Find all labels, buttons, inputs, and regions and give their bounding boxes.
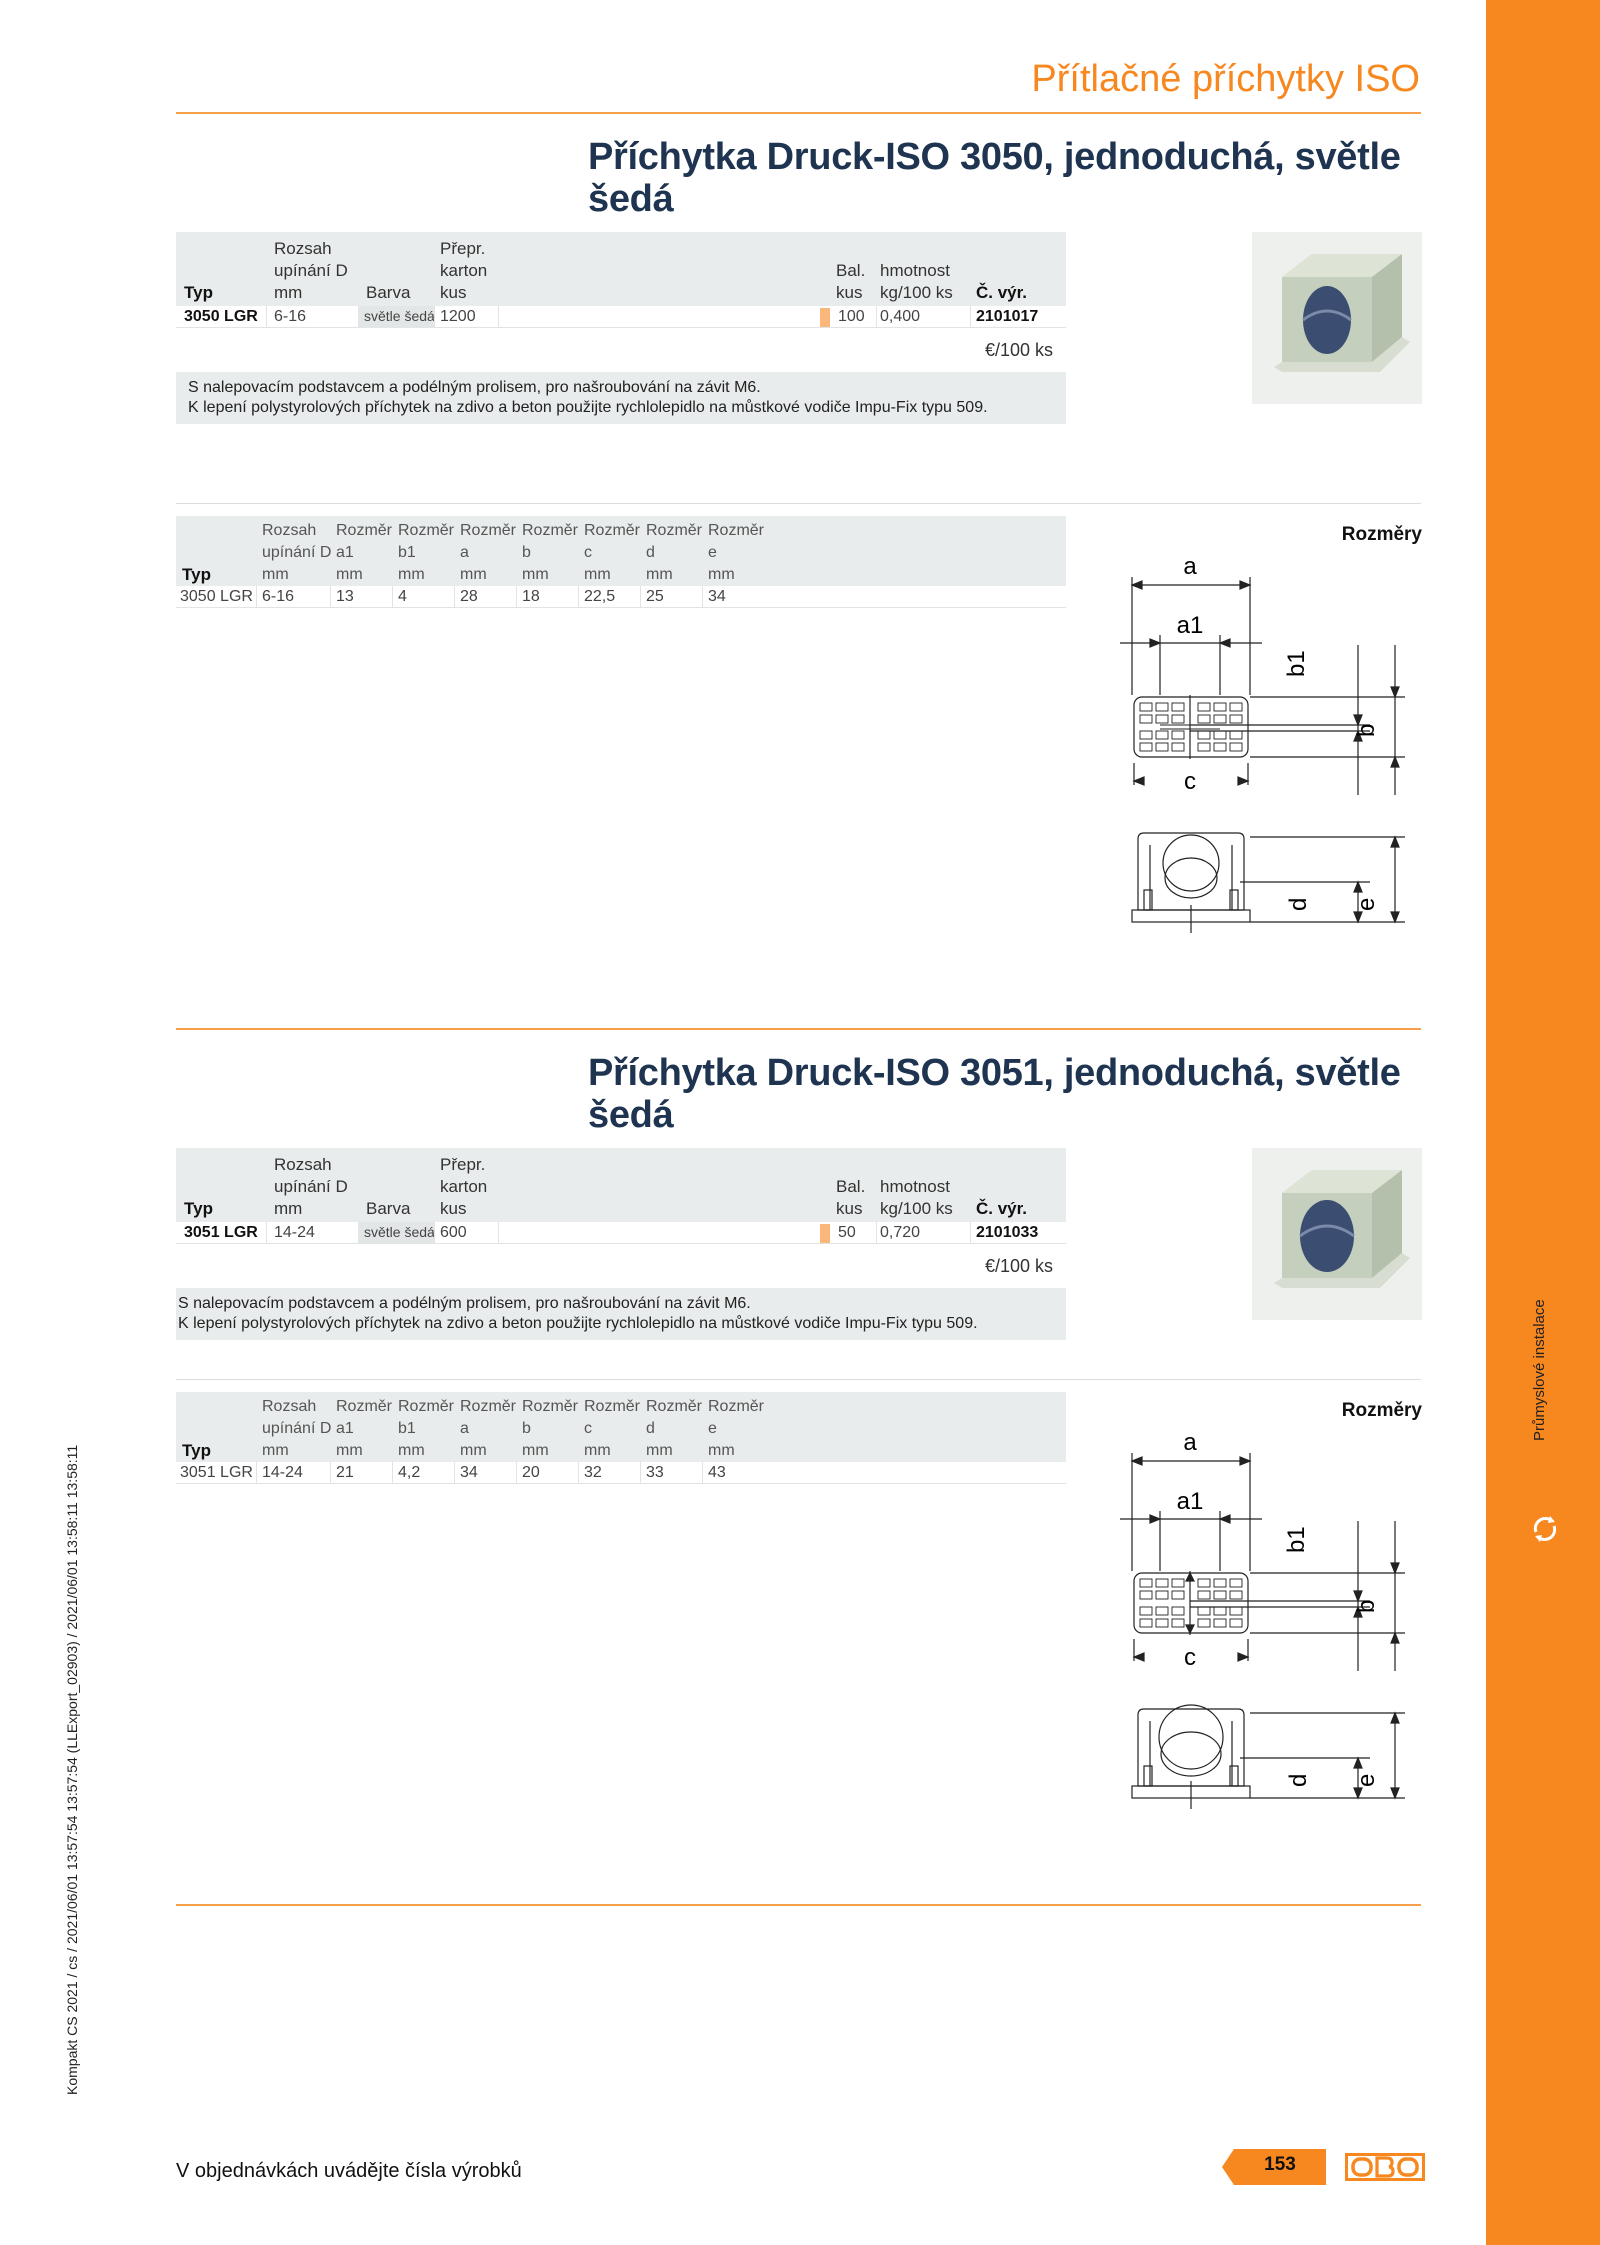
dimensions-table xyxy=(176,1392,1066,1484)
dimensions-table xyxy=(176,516,1066,608)
dimensions-title: Rozměry xyxy=(1341,524,1422,545)
svg-text:a: a xyxy=(1183,1429,1197,1456)
dimension-drawing xyxy=(1120,545,1420,985)
svg-text:d: d xyxy=(1285,897,1312,911)
order-table xyxy=(176,1148,1066,1244)
footer-note: V objednávkách uvádějte čísla výrobků xyxy=(176,2160,522,2182)
order-table xyxy=(176,232,1066,328)
page-number: 153 xyxy=(1264,2154,1296,2175)
page-header-title: Přítlačné příchytky ISO xyxy=(1031,58,1420,100)
svg-text:a: a xyxy=(1183,553,1197,580)
product-photo xyxy=(1252,1148,1422,1320)
table-row: 3050 LGR 6-16 13 4 28 18 22,5 25 34 xyxy=(176,586,1066,608)
header-divider xyxy=(176,112,1421,114)
order-table-header: Typ Rozsah upínání D mm Barva Přepr. karton kus Bal. kus hmotnost kg/100 ks Č. výr. xyxy=(176,1148,1066,1222)
dimensions-title: Rozměry xyxy=(1341,1400,1422,1421)
svg-text:b1: b1 xyxy=(1283,1526,1310,1553)
svg-text:e: e xyxy=(1353,1773,1380,1787)
svg-text:c: c xyxy=(1184,1644,1196,1671)
price-unit: €/100 ks xyxy=(985,1256,1054,1276)
product-title: Příchytka Druck-ISO 3050, jednoduchá, světle šedá xyxy=(588,136,1401,220)
svg-text:b: b xyxy=(1353,1599,1380,1613)
product-note: S nalepovacím podstavcem a podélným prolisem, pro našroubování na závit M6. K lepení polystyrolových příchytek na zdivo a beton použijte rychlolepidlo na můstkové vodiče Impu-Fix typu 509. xyxy=(176,372,1066,424)
dimensions-table-header: Typ Rozsah upínání D mm Rozměr a1 mm Rozměr b1 mm Rozměr a mm Rozměr b mm Rozměr c mm Rozměr d mm Rozměr e mm xyxy=(176,1392,1066,1462)
table-row: 3050 LGR 6-16 světle šedá 1200 100 0,400 2101017 xyxy=(176,306,1066,328)
dimensions-table-header: Typ Rozsah upínání D mm Rozměr a1 mm Rozměr b1 mm Rozměr a mm Rozměr b mm Rozměr c mm Rozměr d mm Rozměr e mm xyxy=(176,516,1066,586)
svg-text:b1: b1 xyxy=(1283,650,1310,677)
table-row: 3051 LGR 14-24 21 4,2 34 20 32 33 43 xyxy=(176,1462,1066,1484)
availability-marker xyxy=(820,308,830,327)
section-divider xyxy=(176,1379,1421,1380)
orange-sidebar xyxy=(1486,0,1600,2245)
svg-text:e: e xyxy=(1353,897,1380,911)
dimension-drawing xyxy=(1120,1421,1420,1861)
availability-marker xyxy=(820,1224,830,1243)
print-metadata: Kompakt CS 2021 / cs / 2021/06/01 13:57:54 13:57:54 (LLExport_02903) / 2021/06/01 13:58:11 13:58:11 xyxy=(64,1444,80,2096)
svg-text:d: d xyxy=(1285,1773,1312,1787)
product-note: S nalepovacím podstavcem a podélným prolisem, pro našroubování na závit M6. K lepení polystyrolových příchytek na zdivo a beton použijte rychlolepidlo na můstkové vodiče Impu-Fix typu 509. xyxy=(176,1288,1066,1340)
product-photo xyxy=(1252,232,1422,404)
recycle-arrows-icon xyxy=(1528,1512,1562,1546)
svg-text:b: b xyxy=(1353,723,1380,737)
section-divider xyxy=(176,1904,1421,1906)
obo-logo xyxy=(1345,2153,1425,2181)
product-title: Příchytka Druck-ISO 3051, jednoduchá, světle šedá xyxy=(588,1052,1401,1136)
section-divider xyxy=(176,1028,1421,1030)
svg-text:a1: a1 xyxy=(1176,1488,1204,1515)
order-table-header: Typ Rozsah upínání D mm Barva Přepr. karton kus Bal. kus hmotnost kg/100 ks Č. výr. xyxy=(176,232,1066,306)
sidebar-category-label: Průmyslové instalace xyxy=(1531,1299,1548,1441)
section-divider xyxy=(176,503,1421,504)
table-row: 3051 LGR 14-24 světle šedá 600 50 0,720 2101033 xyxy=(176,1222,1066,1244)
svg-text:a1: a1 xyxy=(1176,612,1204,639)
svg-text:c: c xyxy=(1184,768,1196,795)
price-unit: €/100 ks xyxy=(985,340,1054,360)
